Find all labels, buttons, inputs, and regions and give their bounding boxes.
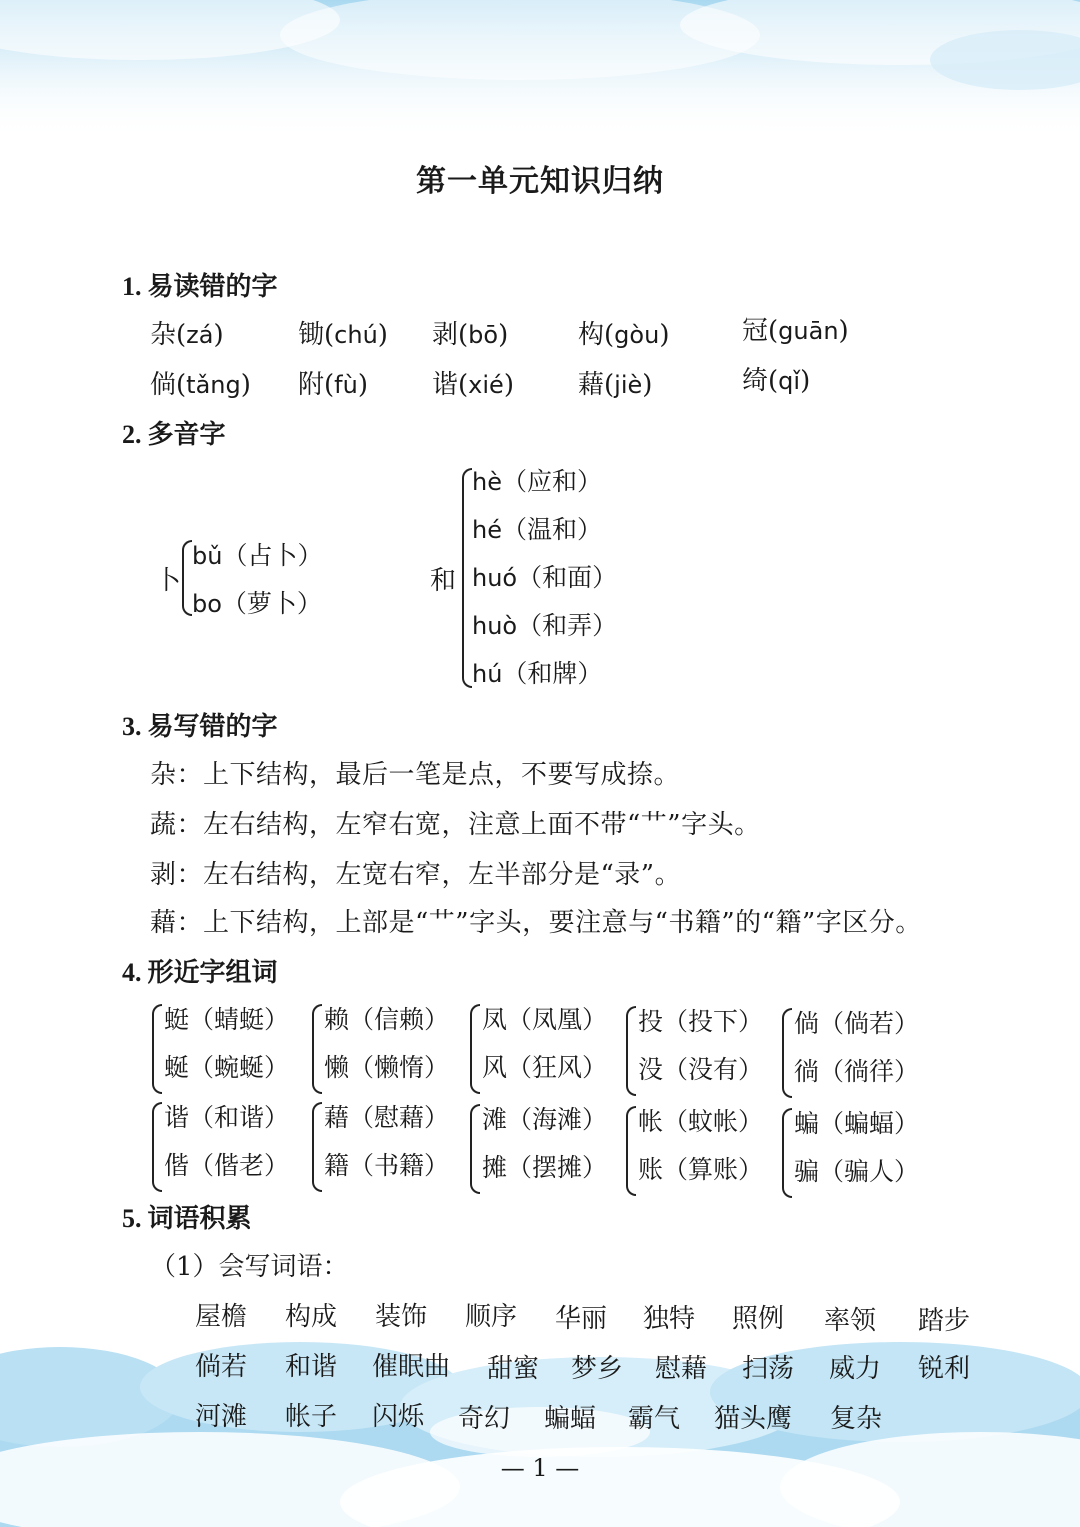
vocab-word: 扫荡: [742, 1354, 795, 1384]
vocab-word: 蝙蝠: [544, 1404, 597, 1434]
similar-char-pair: 藉（慰藉） 籍（书籍）: [312, 1098, 462, 1194]
pinyin-item: 杂(zá): [150, 320, 224, 350]
vocab-word: 踏步: [918, 1306, 971, 1336]
vocab-word: 霸气: [628, 1404, 681, 1434]
section-3-heading: 3. 易写错的字: [122, 712, 278, 742]
page-title: 第一单元知识归纳: [416, 164, 664, 199]
pinyin-item: 藉(jiè): [578, 370, 653, 400]
similar-char-pair: 赖（信赖） 懒（懒惰）: [312, 1000, 462, 1096]
vocab-word: 慰藉: [655, 1354, 708, 1384]
polyphone-reading: hè（应和）: [472, 467, 602, 496]
similar-char-pair: 滩（海滩） 摊（摆摊）: [470, 1100, 620, 1196]
section-4-heading: 4. 形近字组词: [122, 958, 278, 988]
pinyin-item: 剥(bō): [432, 320, 509, 350]
polyphone-reading: huò（和弄）: [472, 611, 618, 640]
writing-rule: 蔬：左右结构，左窄右宽，注意上面不带“艹”字头。: [150, 810, 761, 840]
vocab-word: 闪烁: [372, 1402, 425, 1432]
polyphone-char: 和: [430, 566, 457, 596]
vocab-word: 复杂: [830, 1404, 883, 1434]
subsection-label: （1）会写词语：: [150, 1252, 349, 1282]
writing-rule: 剥：左右结构，左宽右窄，左半部分是“录”。: [150, 860, 682, 890]
vocab-word: 华丽: [555, 1304, 608, 1334]
vocab-word: 帐子: [285, 1402, 338, 1432]
similar-char-pair: 凤（凤凰） 风（狂风）: [470, 1000, 620, 1096]
vocab-word: 率领: [824, 1306, 877, 1336]
vocab-word: 猫头鹰: [714, 1404, 793, 1434]
polyphone-reading: hú（和牌）: [472, 659, 603, 688]
pinyin-item: 构(gòu): [578, 320, 670, 350]
vocab-word: 构成: [285, 1302, 338, 1332]
vocab-word: 倘若: [195, 1352, 248, 1382]
vocab-word: 屋檐: [195, 1302, 248, 1332]
similar-char-pair: 蝙（蝙蝠） 骗（骗人）: [782, 1104, 932, 1200]
writing-rule: 藉：上下结构，上部是“艹”字头，要注意与“书籍”的“籍”字区分。: [150, 908, 922, 938]
vocab-word: 甜蜜: [487, 1354, 540, 1384]
section-5-heading: 5. 词语积累: [122, 1204, 252, 1234]
vocab-word: 锐利: [918, 1354, 971, 1384]
similar-char-pair: 帐（蚊帐） 账（算账）: [626, 1102, 776, 1198]
vocab-word: 奇幻: [458, 1404, 511, 1434]
vocab-word: 装饰: [375, 1302, 428, 1332]
writing-rule: 杂：上下结构，最后一笔是点，不要写成捺。: [150, 760, 681, 790]
section-1-heading: 1. 易读错的字: [122, 272, 278, 302]
similar-char-pair: 谐（和谐） 偕（偕老）: [152, 1098, 302, 1194]
vocab-word: 独特: [643, 1304, 696, 1334]
page-number: — 1 —: [500, 1454, 580, 1482]
pinyin-item: 冠(guān): [742, 316, 849, 346]
vocab-word: 梦乡: [571, 1354, 624, 1384]
brace: [182, 540, 192, 616]
polyphone-reading: hé（温和）: [472, 515, 602, 544]
similar-char-pair: 倘（倘若） 徜（徜徉）: [782, 1004, 932, 1100]
similar-char-pair: 蜓（蜻蜓） 蜒（蜿蜒）: [152, 1000, 302, 1096]
polyphone-reading: huó（和面）: [472, 563, 618, 592]
polyphone-reading: bǔ（占卜）: [192, 541, 323, 570]
pinyin-item: 倘(tǎng): [150, 370, 251, 400]
pinyin-item: 谐(xié): [432, 370, 514, 400]
polyphone-reading: bo（萝卜）: [192, 589, 322, 618]
section-2-heading: 2. 多音字: [122, 420, 226, 450]
vocab-word: 和谐: [285, 1352, 338, 1382]
vocab-word: 威力: [829, 1354, 882, 1384]
vocab-word: 顺序: [465, 1302, 518, 1332]
pinyin-item: 锄(chú): [298, 320, 388, 350]
vocab-word: 照例: [732, 1304, 785, 1334]
vocab-word: 催眠曲: [372, 1352, 451, 1382]
brace: [462, 468, 472, 688]
pinyin-item: 绮(qǐ): [742, 366, 811, 396]
vocab-word: 河滩: [195, 1402, 248, 1432]
similar-char-pair: 投（投下） 没（没有）: [626, 1002, 776, 1098]
polyphone-char: 卜: [155, 566, 182, 596]
pinyin-item: 附(fù): [298, 370, 368, 400]
